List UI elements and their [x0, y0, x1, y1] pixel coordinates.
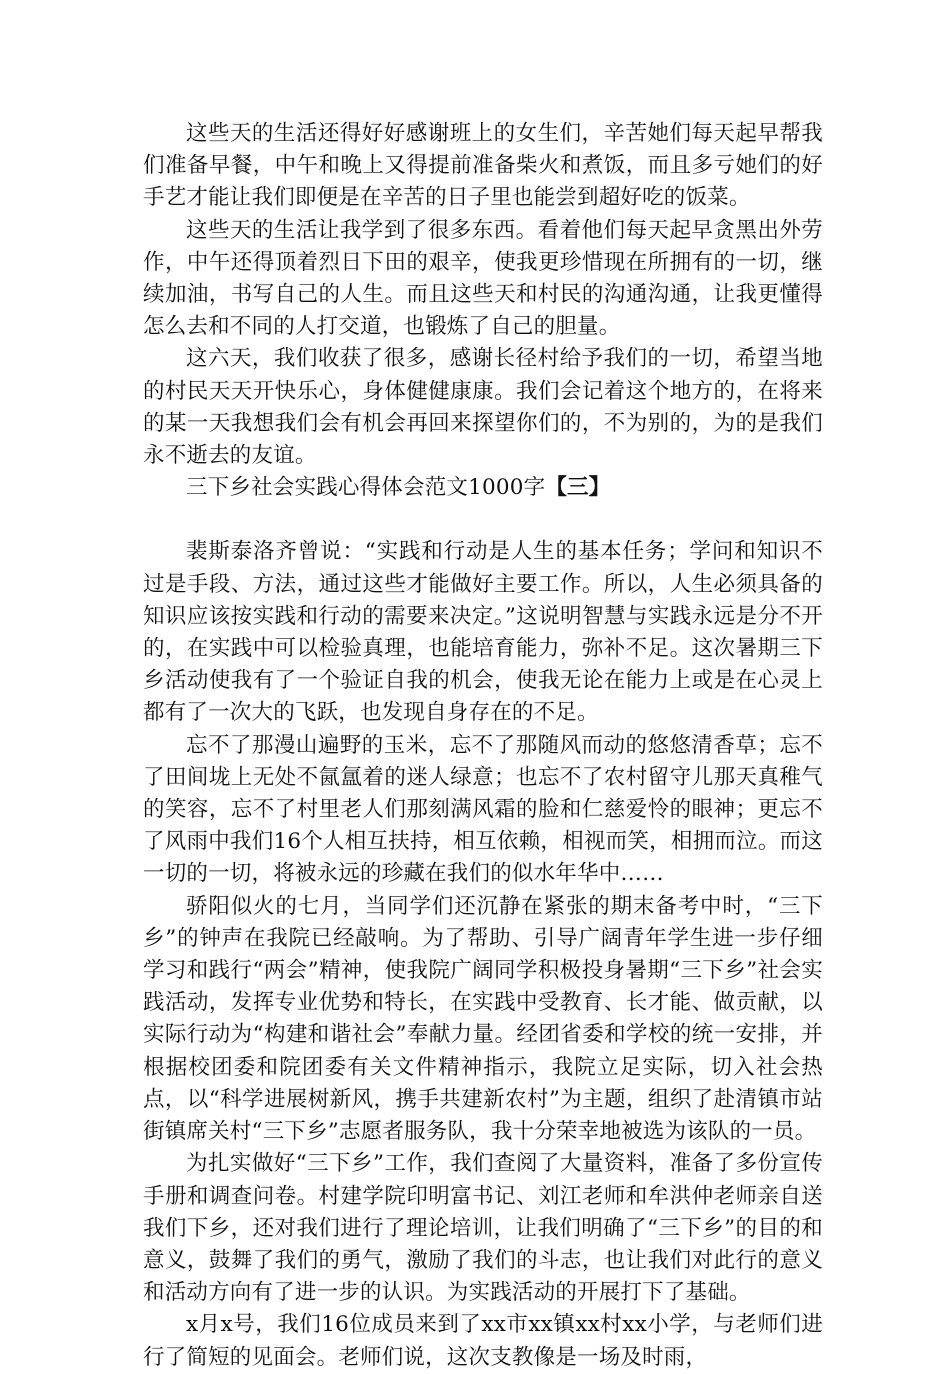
- paragraph: 骄阳似火的七月，当同学们还沉静在紧张的期末备考中时，“三下乡”的钟声在我院已经敲响。为了帮助、引导广阔青年学生进一步仔细学习和践行“两会”精神，使我院广阔同学积极投身暑期“三下乡”社会实践活动，发挥专业优势和特长，在实践中受教育、长才能、做贡献，以实际行动为“构建和谐社会”奉献力量。经团省委和学校的统一安排，并根据校团委和院团委有关文件精神指示，我院立足实际，切入社会热点，以“科学进展树新风，携手共建新农村”为主题，组织了赴清镇市站街镇席关村“三下乡”志愿者服务队，我十分荣幸地被选为该队的一员。: [143, 893, 823, 1145]
- section-heading-text: 三下乡社会实践心得体会范文1000字: [186, 475, 546, 501]
- document-body: [143, 118, 823, 1374]
- paragraph: 这些天的生活还得好好感谢班上的女生们，辛苦她们每天起早帮我们准备早餐，中午和晚上又得提前准备柴火和煮饭，而且多亏她们的好手艺才能让我们即便是在辛苦的日子里也能尝到超好吃的饭菜。: [143, 121, 823, 211]
- paragraph: 裴斯泰洛齐曾说：“实践和行动是人生的基本任务；学问和知识不过是手段、方法，通过这些才能做好主要工作。所以，人生必须具备的知识应该按实践和行动的需要来决定。”这说明智慧与实践永远是分不开的，在实践中可以检验真理，也能培育能力，弥补不足。这次暑期三下乡活动使我有了一个验证自我的机会，使我无论在能力上或是在心灵上都有了一次大的飞跃，也发现自身存在的不足。: [143, 539, 823, 726]
- paragraph: 这六天，我们收获了很多，感谢长径村给予我们的一切，希望当地的村民天天开快乐心，身体健健康康。我们会记着这个地方的，在将来的某一天我想我们会有机会再回来探望你们的，不为别的，为的是我们永不逝去的友谊。: [143, 346, 823, 469]
- paragraph: 这些天的生活让我学到了很多东西。看着他们每天起早贪黑出外劳作，中午还得顶着烈日下田的艰辛，使我更珍惜现在所拥有的一切，继续加油，书写自己的人生。而且这些天和村民的沟通沟通，让我更懂得怎么去和不同的人打交道，也锻炼了自己的胆量。: [143, 217, 823, 340]
- paragraph: x月x号，我们16位成员来到了xx市xx镇xx村xx小学，与老师们进行了简短的见面会。老师们说，这次支教像是一场及时雨，: [143, 1312, 823, 1370]
- paragraph: 为扎实做好“三下乡”工作，我们查阅了大量资料，准备了多份宣传手册和调查问卷。村建学院印明富书记、刘江老师和牟洪仲老师亲自送我们下乡，还对我们进行了理论培训，让我们明确了“三下乡”的目的和意义，鼓舞了我们的勇气，激励了我们的斗志，也让我们对此行的意义和活动方向有了进一步的认识。为实践活动的开展打下了基础。: [143, 1151, 823, 1306]
- paragraph: 忘不了那漫山遍野的玉米，忘不了那随风而动的悠悠清香草；忘不了田间垅上无处不氤氲着的迷人绿意；也忘不了农村留守儿那天真稚气的笑容，忘不了村里老人们那刻满风霜的脸和仁慈爱怜的眼神；更忘不了风雨中我们16个人相互扶持，相互依赖，相视而笑，相拥而泣。而这一切的一切，将被永远的珍藏在我们的似水年华中……: [143, 732, 823, 887]
- section-heading-suffix: 【三】: [545, 475, 611, 501]
- section-heading: [143, 472, 823, 504]
